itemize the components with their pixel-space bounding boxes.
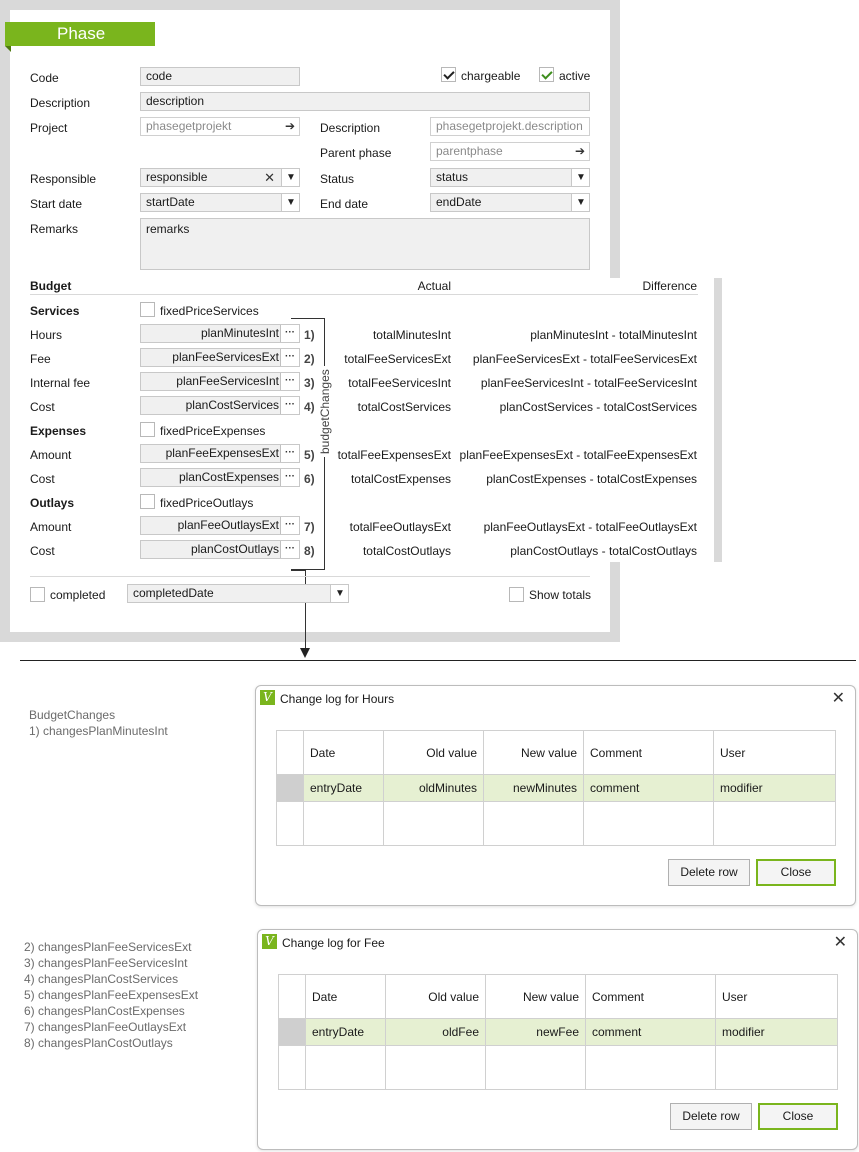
- parent-phase-label: Parent phase: [320, 146, 392, 160]
- dialog-title: Change log for Fee: [282, 936, 385, 950]
- difference-value: planFeeExpensesExt - totalFeeExpensesExt: [459, 448, 697, 462]
- change-log-table: [278, 974, 838, 1090]
- parent-phase-field[interactable]: [430, 142, 590, 161]
- more-options-icon[interactable]: ···: [280, 516, 300, 535]
- column-header[interactable]: New value: [484, 731, 584, 775]
- change-log-number: 8): [304, 544, 315, 558]
- column-header[interactable]: Date: [304, 731, 384, 775]
- difference-value: planFeeServicesExt - totalFeeServicesExt: [472, 352, 697, 366]
- notes-rest: [24, 939, 198, 1051]
- more-options-icon[interactable]: ···: [280, 396, 300, 415]
- actual-value: totalMinutesInt: [372, 328, 451, 342]
- change-log-dialog-hours: [255, 685, 856, 906]
- app-logo-icon: V: [260, 690, 275, 705]
- close-icon[interactable]: ✕: [833, 934, 847, 951]
- tab-fold: [5, 46, 11, 52]
- actual-value: totalCostOutlays: [362, 544, 451, 558]
- plan-value: planFeeServicesExt: [172, 350, 279, 364]
- chevron-down-icon[interactable]: ▼: [281, 168, 300, 187]
- dialog-title: Change log for Hours: [280, 692, 395, 706]
- project-value: phasegetprojekt: [146, 119, 232, 133]
- code-label: Code: [30, 71, 59, 85]
- completed-date-value: completedDate: [133, 586, 214, 600]
- budget-row-label: Hours: [30, 328, 63, 342]
- actual-value: totalFeeExpensesExt: [337, 448, 451, 462]
- project-field[interactable]: [140, 117, 300, 136]
- plan-value: planCostServices: [185, 398, 279, 412]
- table-cell[interactable]: oldFee: [386, 1019, 486, 1046]
- column-header[interactable]: Date: [306, 975, 386, 1019]
- arrow-right-icon[interactable]: ➔: [284, 119, 295, 133]
- plan-value: planMinutesInt: [200, 326, 279, 340]
- table-cell[interactable]: [484, 802, 584, 846]
- fixed-price-services-checkbox[interactable]: [140, 302, 155, 317]
- row-header-cell: [277, 731, 304, 775]
- change-log-number: 7): [304, 520, 315, 534]
- table-cell[interactable]: [714, 802, 836, 846]
- active-checkbox[interactable]: [539, 67, 554, 82]
- phase-tab[interactable]: Phase: [5, 22, 155, 46]
- outlays-label: Outlays: [30, 496, 75, 510]
- show-totals-checkbox[interactable]: [509, 587, 524, 602]
- budget-row-label: Amount: [30, 448, 72, 462]
- more-options-icon[interactable]: ···: [280, 324, 300, 343]
- table-header-row: [279, 975, 838, 1019]
- fixed-price-expenses-label: fixedPriceExpenses: [160, 424, 266, 438]
- clear-icon[interactable]: ✕: [264, 170, 275, 185]
- plan-value: planFeeServicesInt: [176, 374, 279, 388]
- note-line: 1) changesPlanMinutesInt: [29, 724, 168, 738]
- table-cell[interactable]: newFee: [486, 1019, 586, 1046]
- budget-title: Budget: [30, 279, 72, 293]
- table-header-row: [277, 731, 836, 775]
- table-cell[interactable]: [586, 1046, 716, 1090]
- table-cell[interactable]: comment: [584, 775, 714, 802]
- services-label: Services: [30, 304, 80, 318]
- start-date-value: startDate: [146, 195, 195, 209]
- remarks-label: Remarks: [30, 222, 79, 236]
- more-options-icon[interactable]: ···: [280, 348, 300, 367]
- row-header-cell[interactable]: [277, 775, 304, 802]
- table-cell[interactable]: [584, 802, 714, 846]
- plan-value: planCostExpenses: [178, 470, 279, 484]
- change-log-table: [276, 730, 836, 846]
- status-select[interactable]: [430, 168, 590, 187]
- plan-value-field[interactable]: [140, 372, 300, 391]
- budget-row-label: Cost: [30, 472, 55, 486]
- end-date-label: End date: [320, 197, 369, 211]
- column-header[interactable]: User: [714, 731, 836, 775]
- remarks-textarea[interactable]: remarks: [140, 218, 590, 270]
- responsible-value: responsible: [146, 170, 208, 184]
- change-log-number: 2): [304, 352, 315, 366]
- project-description-label: Description: [320, 121, 381, 135]
- budget-row-label: Amount: [30, 520, 72, 534]
- chevron-down-icon[interactable]: ▼: [330, 584, 349, 603]
- show-totals-label: Show totals: [529, 588, 592, 602]
- notes-first: [29, 707, 168, 739]
- section-separator: [20, 660, 856, 661]
- more-options-icon[interactable]: ···: [280, 444, 300, 463]
- column-header[interactable]: Comment: [584, 731, 714, 775]
- table-cell[interactable]: [306, 1046, 386, 1090]
- table-row-empty[interactable]: [277, 802, 836, 846]
- actual-value: totalFeeServicesInt: [348, 376, 451, 390]
- plan-value-field[interactable]: [140, 324, 300, 343]
- budget-row-label: Cost: [30, 400, 55, 414]
- end-date-value: endDate: [436, 195, 482, 209]
- budget-divider: [30, 294, 698, 295]
- column-header[interactable]: Old value: [384, 731, 484, 775]
- completed-checkbox[interactable]: [30, 587, 45, 602]
- change-log-number: 4): [304, 400, 315, 414]
- status-value: status: [436, 170, 469, 184]
- project-description-field[interactable]: phasegetprojekt.description: [430, 117, 590, 136]
- plan-value-field[interactable]: [140, 540, 300, 559]
- table-cell[interactable]: entryDate: [306, 1019, 386, 1046]
- start-date-select[interactable]: [140, 193, 300, 212]
- table-cell[interactable]: modifier: [716, 1019, 838, 1046]
- table-cell[interactable]: [384, 802, 484, 846]
- app-logo-icon: V: [262, 934, 277, 949]
- connector-line: [305, 570, 306, 650]
- actual-value: totalCostServices: [357, 400, 451, 414]
- table-cell[interactable]: [304, 802, 384, 846]
- plan-value-field[interactable]: [140, 348, 300, 367]
- difference-value: planCostServices - totalCostServices: [499, 400, 697, 414]
- change-log-number: 1): [304, 328, 315, 342]
- actual-value: totalCostExpenses: [350, 472, 451, 486]
- row-header-cell[interactable]: [279, 1046, 306, 1090]
- difference-value: planFeeOutlaysExt - totalFeeOutlaysExt: [483, 520, 697, 534]
- table-cell[interactable]: newMinutes: [484, 775, 584, 802]
- fixed-price-services-label: fixedPriceServices: [160, 304, 259, 318]
- column-header[interactable]: Comment: [586, 975, 716, 1019]
- active-label: active: [559, 69, 591, 83]
- close-button[interactable]: Close: [756, 859, 836, 886]
- more-options-icon[interactable]: ···: [280, 540, 300, 559]
- close-icon[interactable]: ✕: [831, 690, 845, 707]
- close-button[interactable]: Close: [758, 1103, 838, 1130]
- description-field[interactable]: description: [140, 92, 590, 111]
- connector-line: [291, 570, 305, 571]
- change-log-number: 3): [304, 376, 315, 390]
- more-options-icon[interactable]: ···: [280, 372, 300, 391]
- chargeable-label: chargeable: [461, 69, 521, 83]
- difference-value: planMinutesInt - totalMinutesInt: [530, 328, 697, 342]
- completed-label: completed: [50, 588, 106, 602]
- column-header[interactable]: User: [716, 975, 838, 1019]
- expenses-label: Expenses: [30, 424, 87, 438]
- budget-row-label: Internal fee: [30, 376, 91, 390]
- table-cell[interactable]: [386, 1046, 486, 1090]
- plan-value-field[interactable]: [140, 396, 300, 415]
- change-log-dialog-fee: [257, 929, 858, 1150]
- chevron-down-icon[interactable]: ▼: [281, 193, 300, 212]
- actual-column-header: Actual: [417, 279, 451, 293]
- note-line: 6) changesPlanCostExpenses: [24, 1004, 185, 1018]
- table-row-empty[interactable]: [279, 1046, 838, 1090]
- table-cell[interactable]: modifier: [714, 775, 836, 802]
- note-line: 4) changesPlanCostServices: [24, 972, 179, 986]
- end-date-select[interactable]: [430, 193, 590, 212]
- chevron-down-icon[interactable]: ▼: [571, 193, 590, 212]
- delete-row-button[interactable]: Delete row: [670, 1103, 752, 1130]
- difference-value: planFeeServicesInt - totalFeeServicesInt: [480, 376, 697, 390]
- plan-value: planFeeOutlaysExt: [177, 518, 279, 532]
- chevron-down-icon[interactable]: ▼: [571, 168, 590, 187]
- plan-value-field[interactable]: [140, 516, 300, 535]
- parent-phase-value: parentphase: [436, 144, 503, 158]
- plan-value: planCostOutlays: [190, 542, 279, 556]
- plan-value-field[interactable]: [140, 468, 300, 487]
- chargeable-checkbox[interactable]: [441, 67, 456, 82]
- table-row[interactable]: [279, 1019, 838, 1046]
- more-options-icon[interactable]: ···: [280, 468, 300, 487]
- difference-column-header: Difference: [642, 279, 697, 293]
- code-field[interactable]: code: [140, 67, 300, 86]
- difference-value: planCostExpenses - totalCostExpenses: [486, 472, 697, 486]
- actual-value: totalFeeServicesExt: [344, 352, 451, 366]
- column-header[interactable]: Old value: [386, 975, 486, 1019]
- table-cell[interactable]: [486, 1046, 586, 1090]
- change-log-number: 5): [304, 448, 315, 462]
- budget-row-label: Cost: [30, 544, 55, 558]
- arrow-right-icon[interactable]: ➔: [574, 144, 585, 158]
- note-line: 7) changesPlanFeeOutlaysExt: [24, 1020, 187, 1034]
- start-date-label: Start date: [30, 197, 83, 211]
- change-log-number: 6): [304, 472, 315, 486]
- note-line: 2) changesPlanFeeServicesExt: [24, 940, 192, 954]
- fixed-price-expenses-checkbox[interactable]: [140, 422, 155, 437]
- fixed-price-outlays-label: fixedPriceOutlays: [160, 496, 254, 510]
- note-line: 5) changesPlanFeeExpensesExt: [24, 988, 199, 1002]
- table-cell[interactable]: entryDate: [304, 775, 384, 802]
- status-label: Status: [320, 172, 355, 186]
- fixed-price-outlays-checkbox[interactable]: [140, 494, 155, 509]
- row-header-cell[interactable]: [277, 802, 304, 846]
- note-line: 3) changesPlanFeeServicesInt: [24, 956, 188, 970]
- difference-value: planCostOutlays - totalCostOutlays: [510, 544, 697, 558]
- note-line: BudgetChanges: [29, 708, 116, 722]
- responsible-label: Responsible: [30, 172, 97, 186]
- description-label: Description: [30, 96, 91, 110]
- column-header[interactable]: New value: [486, 975, 586, 1019]
- completed-date-select[interactable]: [127, 584, 349, 603]
- budget-row-label: Fee: [30, 352, 51, 366]
- table-cell[interactable]: [716, 1046, 838, 1090]
- note-line: 8) changesPlanCostOutlays: [24, 1036, 173, 1050]
- responsible-select[interactable]: [140, 168, 300, 187]
- table-cell[interactable]: comment: [586, 1019, 716, 1046]
- plan-value-field[interactable]: [140, 444, 300, 463]
- row-header-cell[interactable]: [279, 1019, 306, 1046]
- budget-changes-label: budgetChanges: [318, 366, 332, 457]
- arrow-down-icon: [300, 648, 310, 658]
- table-row[interactable]: [277, 775, 836, 802]
- row-header-cell: [279, 975, 306, 1019]
- plan-value: planFeeExpensesExt: [165, 446, 279, 460]
- delete-row-button[interactable]: Delete row: [668, 859, 750, 886]
- actual-value: totalFeeOutlaysExt: [349, 520, 451, 534]
- footer-divider: [30, 576, 590, 577]
- table-cell[interactable]: oldMinutes: [384, 775, 484, 802]
- project-label: Project: [30, 121, 68, 135]
